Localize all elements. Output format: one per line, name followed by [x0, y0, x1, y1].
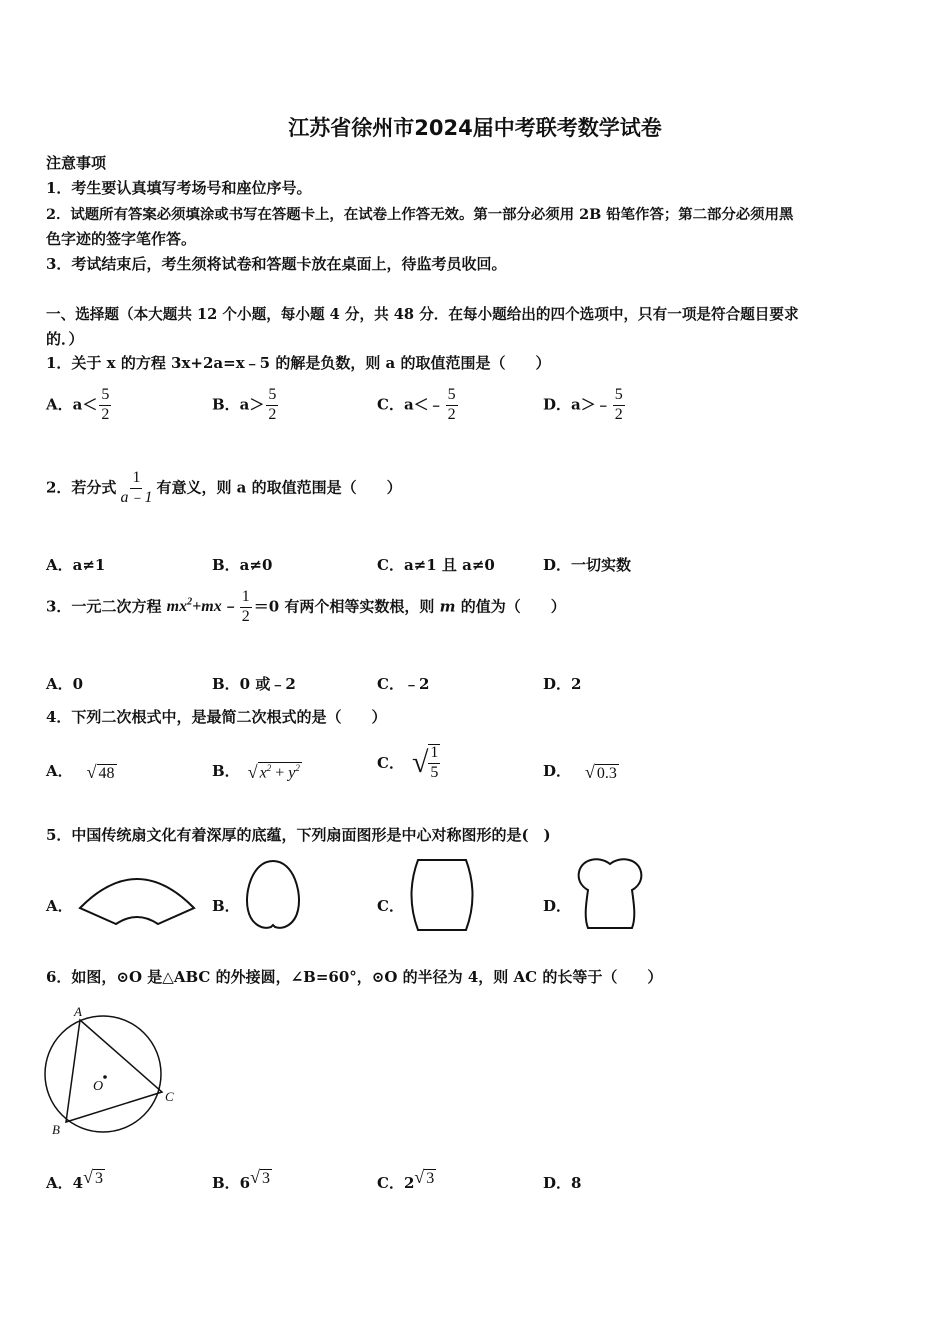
q6-option-a-radical: √ 3	[83, 1167, 103, 1187]
section-heading-cont: 的．）	[46, 330, 84, 348]
q1-option-a	[46, 387, 113, 424]
q1-option-c	[377, 387, 460, 424]
notice-line-1: 1．考生要认真填写考场号和座位序号。	[46, 179, 312, 197]
q6-option-c-radical: √ 3	[414, 1167, 435, 1187]
q1-option-c-fraction: $\frac{5}{2}$	[447, 386, 456, 423]
q5-option-a-label: A．	[46, 897, 73, 915]
fan-shape-c-icon	[404, 856, 480, 934]
q4-option-b: B． √ $x^2 + y^2$	[212, 761, 300, 782]
q3-option-d: D．2	[543, 675, 582, 693]
q6-option-b: B．6√ 3	[212, 1167, 271, 1192]
q2-option-d: D．一切实数	[543, 556, 632, 574]
notice-heading: 注意事项	[46, 154, 107, 172]
q2-stem: 2．若分式 $\frac{1}{a﹣1}$ 有意义，则 a 的取值范围是（ ）	[46, 469, 402, 506]
q3-option-a: A．0	[46, 675, 84, 693]
q2-option-b: B．a≠0	[212, 556, 273, 574]
q6-option-d: D．8	[543, 1174, 582, 1192]
notice-line-2-cont: 色字迹的签字笔作答。	[46, 230, 197, 248]
q5-option-d-label: D．	[543, 897, 572, 915]
q3-stem: 3．一元二次方程 $mx^2+mx﹣$ $\frac{1}{2}$ ＝0 有两个相等实数根，则 m 的值为（ ）	[46, 588, 566, 625]
q1-option-a-label: A．a＜	[46, 395, 98, 414]
q1-option-d	[543, 387, 627, 424]
q1-stem: 1．关于 x 的方程 3x+2a=x﹣5 的解是负数，则 a 的取值范围是（ ）	[46, 354, 551, 372]
q2-fraction: $\frac{1}{a﹣1}$	[120, 469, 153, 506]
fan-shape-b-icon	[240, 858, 306, 934]
q4-stem: 4．下列二次根式中，是最简二次根式的是（ ）	[46, 708, 387, 726]
figure-label-c: C	[165, 1089, 174, 1104]
exam-title: 江苏省徐州市2024届中考联考数学试卷	[288, 116, 662, 140]
q4-option-c-radical: √ $\frac{1}{5}$	[411, 744, 439, 781]
q1-option-d-fraction: $\frac{5}{2}$	[614, 386, 623, 423]
q2-option-c: C．a≠1 且 a≠0	[377, 556, 495, 574]
q1-option-b-label: B．a＞	[212, 395, 265, 414]
q4-option-c: C． √ $\frac{1}{5}$	[377, 744, 439, 781]
q5-option-c-label: C．	[377, 897, 404, 915]
q4-option-d: D． √ 0.3	[543, 761, 617, 782]
fan-shape-d-icon	[574, 856, 646, 934]
q5-option-b-label: B．	[212, 897, 240, 915]
section-heading: 一、选择题（本大题共 12 个小题，每小题 4 分，共 48 分．在每小题给出的四个选项中，只有一项是符合题目要求	[46, 306, 799, 323]
q1-option-a-fraction: $\frac{5}{2}$	[101, 386, 110, 423]
figure-label-a: A	[74, 1004, 82, 1019]
q1-option-b	[212, 387, 280, 424]
q4-option-a-radical: √ 48	[86, 761, 115, 782]
q6-option-c: C．2√ 3	[377, 1167, 435, 1192]
q3-option-c: C．﹣2	[377, 675, 430, 693]
q4-option-b-radical: √ $x^2 + y^2$	[247, 761, 300, 782]
notice-line-2: 2．试题所有答案必须填涂或书写在答题卡上，在试卷上作答无效。第一部分必须用 2B 铅笔作答；第二部分必须用黑	[46, 206, 794, 223]
circle-triangle-figure	[40, 1000, 180, 1140]
figure-label-b: B	[52, 1122, 60, 1137]
q6-option-b-radical: √ 3	[250, 1167, 271, 1187]
q4-option-a: A． √ 48	[46, 761, 115, 782]
q3-option-b: B．0 或﹣2	[212, 675, 296, 693]
fan-shape-a-icon	[76, 862, 198, 936]
q1-option-b-fraction: $\frac{5}{2}$	[268, 386, 277, 423]
q1-option-d-label: D．a＞﹣	[543, 395, 611, 414]
notice-line-3: 3．考试结束后，考生须将试卷和答题卡放在桌面上，待监考员收回。	[46, 255, 507, 273]
q6-option-a: A．4√ 3	[46, 1167, 103, 1192]
figure-label-o: O	[93, 1079, 104, 1094]
q5-stem: 5．中国传统扇文化有着深厚的底蕴，下列扇面图形是中心对称图形的是( )	[46, 826, 551, 844]
q6-stem: 6．如图，⊙O 是△ABC 的外接圆，∠B=60°，⊙O 的半径为 4，则 AC 的长等于（ ）	[46, 968, 663, 986]
q2-option-a: A．a≠1	[46, 556, 106, 574]
q3-fraction: $\frac{1}{2}$	[241, 588, 250, 625]
q4-option-d-radical: √ 0.3	[585, 761, 617, 782]
q1-option-c-label: C．a＜﹣	[377, 395, 444, 414]
